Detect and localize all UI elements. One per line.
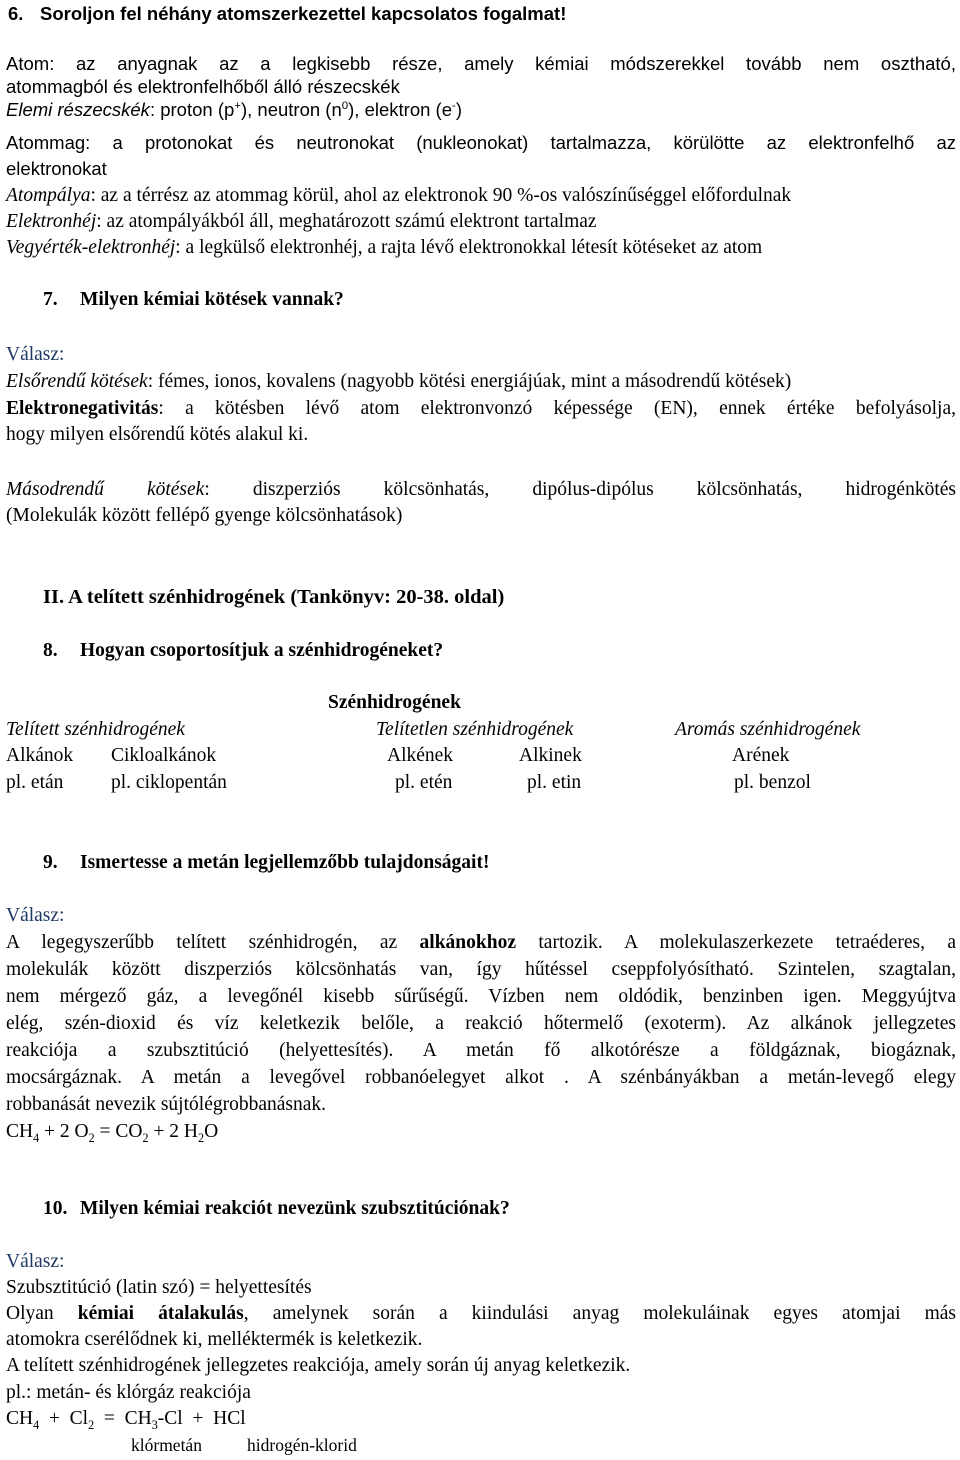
def-masodrendu-line2: (Molekulák között fellépő gyenge kölcsönhatások)	[6, 505, 403, 526]
def-elemi: Elemi részecskék: proton (p+), neutron $(n^0)$, elektron (e-)	[6, 99, 462, 120]
cell-cikloalkanok: Cikloalkánok	[111, 745, 217, 766]
answer-label: Válasz:	[6, 1251, 65, 1272]
question-10-heading	[43, 1196, 510, 1222]
question-number: 6.	[8, 3, 24, 24]
subst-line2: Olyan kémiai átalakulás, amelynek során a kiindulási anyag molekuláinak egyes atomjai más	[6, 1303, 957, 1324]
question-8-heading	[43, 638, 443, 664]
combustion-equation: $CH_4 + 2$ $O_2 = CO_2 + 2$ $H_2O$	[6, 1121, 219, 1145]
methane-line5: reakciója a szubsztitúció (helyettesítés). A metán fő alkotórésze a földgáznak, biogáznak,	[6, 1040, 956, 1061]
term-kemiai-atalakulas: kémiai átalakulás	[77, 1303, 244, 1324]
question-number: 8.	[43, 640, 58, 661]
def-masodrendu-line1: Másodrendű kötések: diszperziós kölcsönhatás, dipólus-dipólus kölcsönhatás, hidrogénkötés	[6, 479, 956, 500]
term-elektronegativitas: Elektronegativitás	[6, 398, 159, 419]
header-aromas: Aromás szénhidrogének	[675, 719, 861, 740]
subst-line1: Szubsztitúció (latin szó) = helyettesítés	[6, 1277, 312, 1298]
def-en-line2: hogy milyen elsőrendű kötés alakul ki.	[6, 424, 309, 445]
def-elsorendu: Elsőrendű kötések: fémes, ionos, kovalens (nagyobb kötési energiájúak, mint a másodrendű kötések)	[6, 371, 792, 392]
question-text: Hogyan csoportosítjuk a szénhidrogéneket?	[80, 640, 444, 661]
question-text: Milyen kémiai reakciót nevezünk szubsztitúciónak?	[80, 1198, 510, 1219]
methane-line6: mocsárgáznak. A metán a levegővel robbanóelegyet alkot . A szénbányákban a metán-levegő elegy	[6, 1067, 956, 1088]
cell-alkinek: Alkinek	[519, 745, 582, 766]
chlorination-equation: $CH_4 + Cl_2 = CH_3-Cl$ + HCl	[6, 1408, 246, 1432]
label-klormetan: klórmetán	[131, 1435, 202, 1455]
answer-label: Válasz:	[6, 905, 65, 926]
cell-eten: pl. etén	[395, 772, 453, 793]
methane-line2: molekulák között diszperziós kölcsönhatás van, így hűtéssel cseppfolyósítható. Szintelen, szagtalan,	[6, 959, 956, 980]
term-masodrendu: Másodrendű kötések	[6, 479, 205, 500]
answer-label: Válasz:	[6, 344, 65, 365]
def-atommag-line1: Atommag: a protonokat és neutronokat (nukleonokat) tartalmazza, körülötte az elektronfelhő az	[6, 132, 956, 153]
subst-line3: atomokra cserélődnek ki, melléktermék is keletkezik.	[6, 1329, 423, 1350]
question-9-heading	[43, 850, 489, 876]
def-en-line1: Elektronegativitás: a kötésben lévő atom elektronvonzó képessége (EN), ennek értéke befolyásolja,	[6, 398, 956, 419]
section-heading: II. A telített szénhidrogének (Tankönyv: 20-38. oldal)	[43, 586, 505, 608]
methane-line3: nem mérgező gáz, a levegőnél kisebb sűrűségű. Vízben nem oldódik, benzinben igen. Meggyújtva	[6, 986, 956, 1007]
question-text: Ismertesse a metán legjellemzőbb tulajdonságait!	[80, 852, 490, 873]
def-atom-line1: Atom: az anyagnak az a legkisebb része, amely kémiai módszerekkel tovább nem osztható,	[6, 53, 956, 74]
cell-alkanok: Alkánok	[6, 745, 74, 766]
def-atompalya: Atompálya: az a térrész az atommag körül, ahol az elektronok 90 %-os valószínűséggel előfordulnak	[6, 185, 792, 206]
term-elsorendu: Elsőrendű kötések	[6, 371, 148, 392]
header-telitett: Telített szénhidrogének	[6, 719, 185, 740]
cell-etin: pl. etin	[527, 772, 582, 793]
methane-line1: A legegyszerűbb telített szénhidrogén, az alkánokhoz tartozik. A molekulaszerkezete tetraéderes, a	[6, 932, 956, 953]
question-number: 9.	[43, 852, 58, 873]
question-text: Milyen kémiai kötések vannak?	[80, 289, 344, 310]
label-hidrogen-klorid: hidrogén-klorid	[247, 1435, 357, 1455]
term-alkanokhoz: alkánokhoz	[419, 932, 516, 953]
def-vegyertek: Vegyérték-elektronhéj: a legkülső elektronhéj, a rajta lévő elektronokkal létesít kötéseket az atom	[6, 237, 763, 258]
question-number: 10.	[43, 1198, 68, 1219]
term-atompalya: Atompálya	[6, 185, 91, 206]
cell-alkenek: Alkének	[387, 745, 454, 766]
cell-benzol: pl. benzol	[734, 772, 811, 793]
question-6-heading	[8, 1, 566, 27]
cell-ciklopentan: pl. ciklopentán	[111, 772, 227, 793]
methane-line4: elég, szén-dioxid és víz keletkezik belőle, a reakció hőtermelő (exoterm). Az alkánok jellegzetes	[6, 1013, 956, 1034]
question-text: Soroljon fel néhány atomszerkezettel kapcsolatos fogalmat!	[40, 3, 567, 24]
header-telitetlen: Telítetlen szénhidrogének	[376, 719, 574, 740]
term-atom: Atom	[6, 53, 50, 74]
question-7-heading	[43, 287, 344, 313]
question-number: 7.	[43, 289, 58, 310]
def-atom-line2: atommagból és elektronfelhőből álló részecskék	[6, 76, 400, 97]
classification-title: Szénhidrogének	[328, 692, 461, 713]
subst-line4: A telített szénhidrogének jellegzetes reakciója, amely során új anyag keletkezik.	[6, 1355, 631, 1376]
methane-line7: robbanását nevezik sújtólégrobbanásnak.	[6, 1094, 327, 1115]
term-atommag: Atommag	[6, 132, 86, 153]
subst-line5: pl.: metán- és klórgáz reakciója	[6, 1382, 251, 1403]
def-elektronhej: Elektronhéj: az atompályákból áll, meghatározott számú elektront tartalmaz	[6, 211, 597, 232]
cell-etan: pl. etán	[6, 772, 64, 793]
term-elektronhej: Elektronhéj	[6, 211, 97, 232]
term-elemi: Elemi részecskék	[6, 99, 150, 120]
cell-arenek: Arének	[732, 745, 790, 766]
term-vegyertek: Vegyérték-elektronhéj	[6, 237, 176, 258]
def-atommag-line2: elektronokat	[6, 158, 107, 179]
